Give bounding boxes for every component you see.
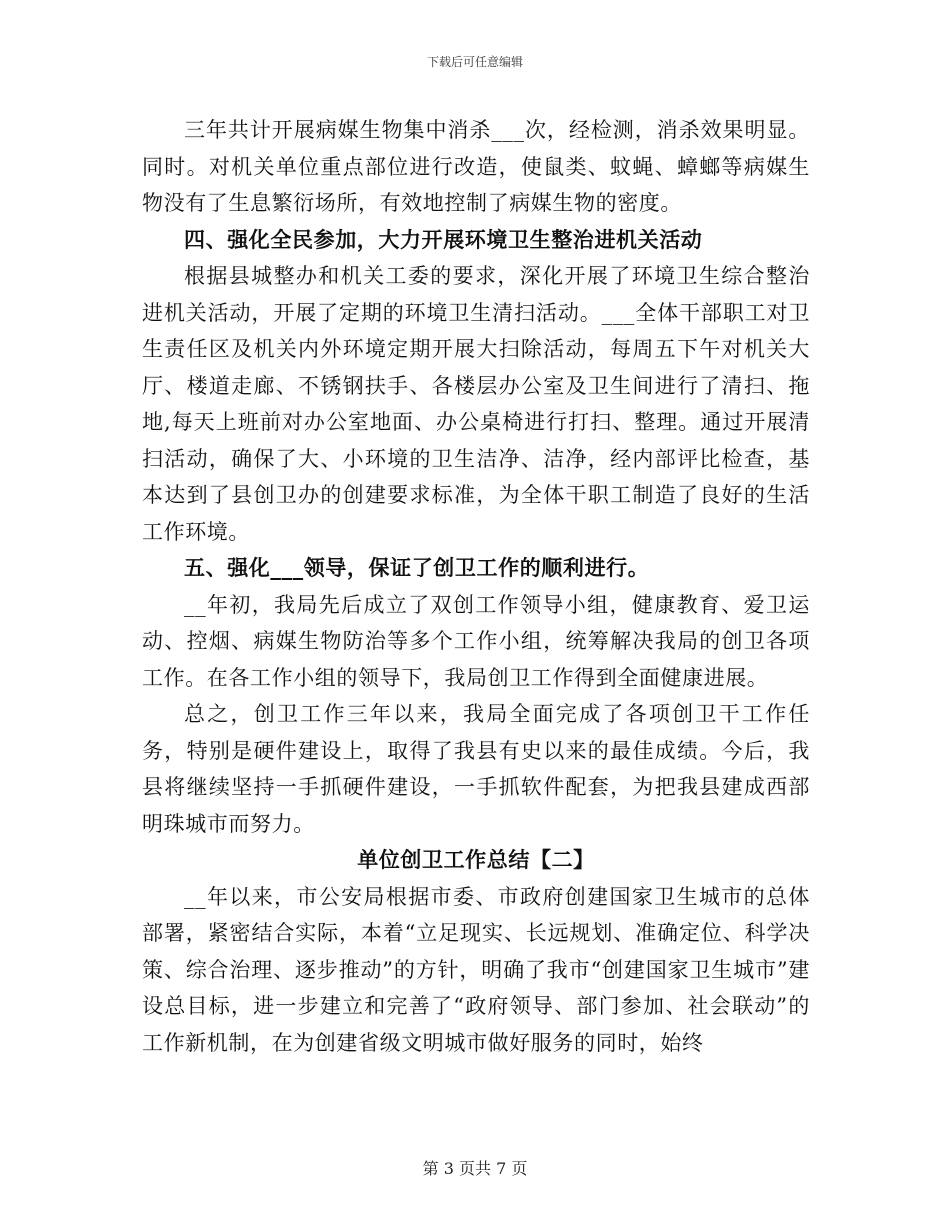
document-body [142, 112, 810, 1061]
page-footer: 第 3 页共 7 页 [422, 1159, 528, 1178]
document-title-two: 单位创卫工作总结【二】 [357, 847, 595, 872]
paragraph-cleaning-activity: 根据县城整办和机关工委的要求，深化开展了环境卫生综合整治进机关活动，开展了定期的环境卫生清扫活动。___全体干部职工对卫生责任区及机关内外环境定期开展大扫除活动，每周五下午对机关大厅、楼道走廊、不锈钢扶手、各楼层办公室及卫生间进行了清扫、拖地,每天上班前对办公室地面、办公桌椅进行打扫、整理。通过开展清扫活动，确保了大、小环境的卫生洁净、洁净，经内部评比检查，基本达到了县创卫办的创建要求标准，为全体干职工制造了良好的生活工作环境。 [142, 264, 810, 544]
paragraph-conclusion: 总之，创卫工作三年以来，我局全面完成了各项创卫干工作任务，特别是硬件建设上，取得了我县有史以来的最佳成绩。今后，我县将继续坚持一手抓硬件建设，一手抓软件配套，为把我县建成西部明珠城市而努力。 [142, 702, 810, 836]
paragraph-police-bureau: __年以来，市公安局根据市委、市政府创建国家卫生城市的总体部署，紧密结合实际，本着“立足现实、长远规划、准确定位、科学决策、综合治理、逐步推动”的方针，明确了我市“创建国家卫生城市”建设总目标，进一步建立和完善了“政府领导、部门参加、社会联动”的工作新机制，在为创建省级文明城市做好服务的同时，始终 [142, 884, 810, 1055]
page-header: 下载后可任意编辑 [426, 55, 523, 69]
paragraph-disinfection: 三年共计开展病媒生物集中消杀___次，经检测，消杀效果明显。同时。对机关单位重点部位进行改造，使鼠类、蚊蝇、蟑螂等病媒生物没有了生息繁衍场所，有效地控制了病媒生物的密度。 [142, 118, 810, 215]
section-heading-four: 四、强化全民参加，大力开展环境卫生整治进机关活动 [184, 226, 703, 252]
section-heading-five: 五、强化___领导，保证了创卫工作的顺利进行。 [184, 555, 650, 580]
paragraph-leadership-groups: __年初，我局先后成立了双创工作领导小组，健康教育、爱卫运动、控烟、病媒生物防治等多个工作小组，统筹解决我局的创卫各项工作。在各工作小组的领导下，我局创卫工作得到全面健康进展。 [142, 592, 810, 690]
